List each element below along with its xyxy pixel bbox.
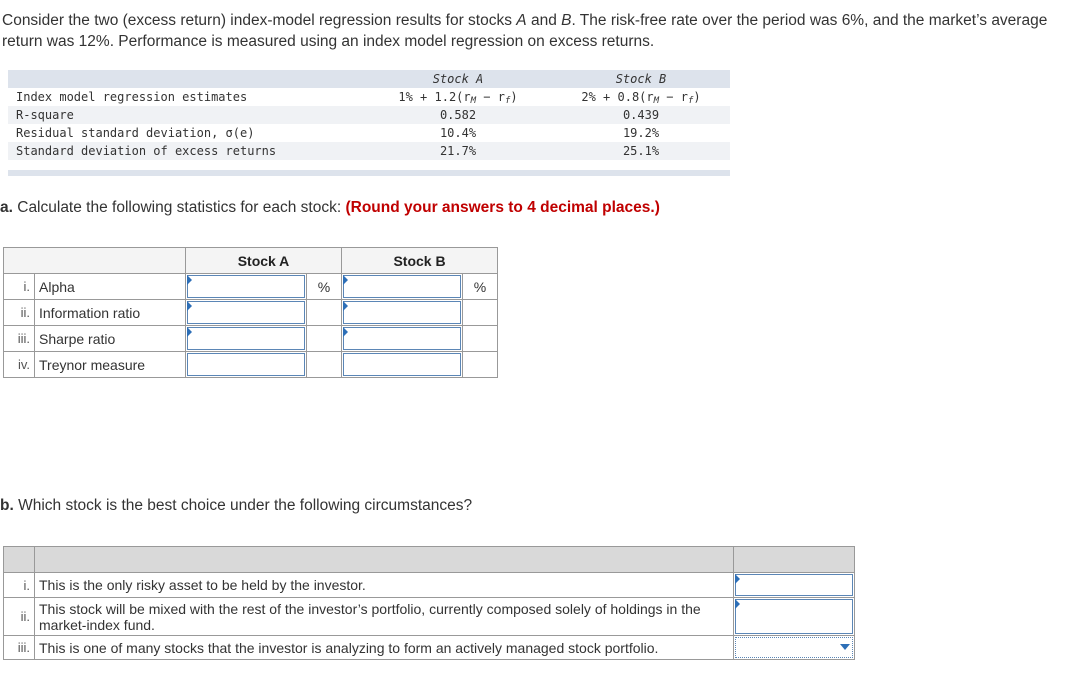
chevron-down-icon[interactable] <box>840 644 850 650</box>
row-label-information-ratio: Information ratio <box>35 300 186 326</box>
triangle-flag-icon <box>343 301 348 311</box>
best-stock-select-2[interactable] <box>734 598 855 636</box>
question-intro: Consider the two (excess return) index-model regression results for stocks A and B. The risk-free rate over the period was 6%, and the market’s average return was 12%. Performance is measured using an index model regression on excess returns. <box>2 12 1048 50</box>
table-row: i. Alpha % % <box>4 274 498 300</box>
regression-row: Residual standard deviation, σ(e) 10.4% 19.2% <box>16 126 660 140</box>
table-row: iv. Treynor measure <box>4 352 498 378</box>
table-row: iii. This is one of many stocks that the investor is analyzing to form an actively managed stock portfolio. <box>4 636 855 660</box>
triangle-flag-icon <box>187 301 192 311</box>
row-label-sharpe-ratio: Sharpe ratio <box>35 326 186 352</box>
information-ratio-stock-b-input[interactable] <box>342 300 463 326</box>
triangle-flag-icon <box>735 574 740 584</box>
table-row: ii. Information ratio <box>4 300 498 326</box>
alpha-stock-a-input[interactable] <box>186 274 307 300</box>
part-a-prompt: a. Calculate the following statistics for each stock: (Round your answers to 4 decimal places.) <box>0 199 660 216</box>
sharpe-ratio-stock-b-input[interactable] <box>342 326 463 352</box>
treynor-stock-a-input[interactable] <box>186 352 307 378</box>
rounding-note: (Round your answers to 4 decimal places.) <box>345 199 660 216</box>
treynor-stock-b-input[interactable] <box>342 352 463 378</box>
col-stock-b: Stock B <box>615 72 667 86</box>
table-divider <box>8 170 730 176</box>
row-label-treynor-measure: Treynor measure <box>35 352 186 378</box>
triangle-flag-icon <box>343 275 348 285</box>
part-a-answer-table <box>3 247 498 378</box>
stock-a-formula: $1\% + 1.2(r_M - r_f)$ <box>398 90 518 106</box>
regression-header <box>8 70 730 88</box>
circumstance-label: This is one of many stocks that the investor is analyzing to form an actively managed stock portfolio. <box>35 636 734 660</box>
col-stock-a: Stock A <box>432 72 484 86</box>
circumstance-label: This is the only risky asset to be held by the investor. <box>35 573 734 598</box>
triangle-flag-icon <box>187 275 192 285</box>
triangle-flag-icon <box>735 599 740 609</box>
best-stock-select-1[interactable] <box>734 573 855 598</box>
information-ratio-stock-a-input[interactable] <box>186 300 307 326</box>
col-stock-b: Stock B <box>342 248 498 274</box>
stock-b-formula: $2\% + 0.8(r_M - r_f)$ <box>581 90 701 106</box>
sharpe-ratio-stock-a-input[interactable] <box>186 326 307 352</box>
table-row: i. This is the only risky asset to be held by the investor. <box>4 573 855 598</box>
regression-row: Standard deviation of excess returns 21.7% 25.1% <box>8 142 730 160</box>
alpha-stock-b-input[interactable] <box>342 274 463 300</box>
triangle-flag-icon <box>343 327 348 337</box>
regression-row: Index model regression estimates $1\% + 1.2(r_M - r_f)$ $2\% + 0.8(r_M - r_f)$ <box>8 88 730 106</box>
regression-table <box>8 70 730 176</box>
circumstance-label: This stock will be mixed with the rest of the investor’s portfolio, currently composed solely of holdings in the market-index fund. <box>35 598 734 636</box>
best-stock-select-3[interactable] <box>734 636 855 660</box>
regression-row: R-square 0.582 0.439 <box>8 106 730 124</box>
table-row: iii. Sharpe ratio <box>4 326 498 352</box>
part-b-answer-table <box>3 546 855 660</box>
triangle-flag-icon <box>187 327 192 337</box>
part-b-prompt: b. Which stock is the best choice under the following circumstances? <box>0 497 473 514</box>
table-row: ii. This stock will be mixed with the rest of the investor’s portfolio, currently composed solely of holdings in the market-index fund. <box>4 598 855 636</box>
col-stock-a: Stock A <box>186 248 342 274</box>
row-label-alpha: Alpha <box>35 274 186 300</box>
